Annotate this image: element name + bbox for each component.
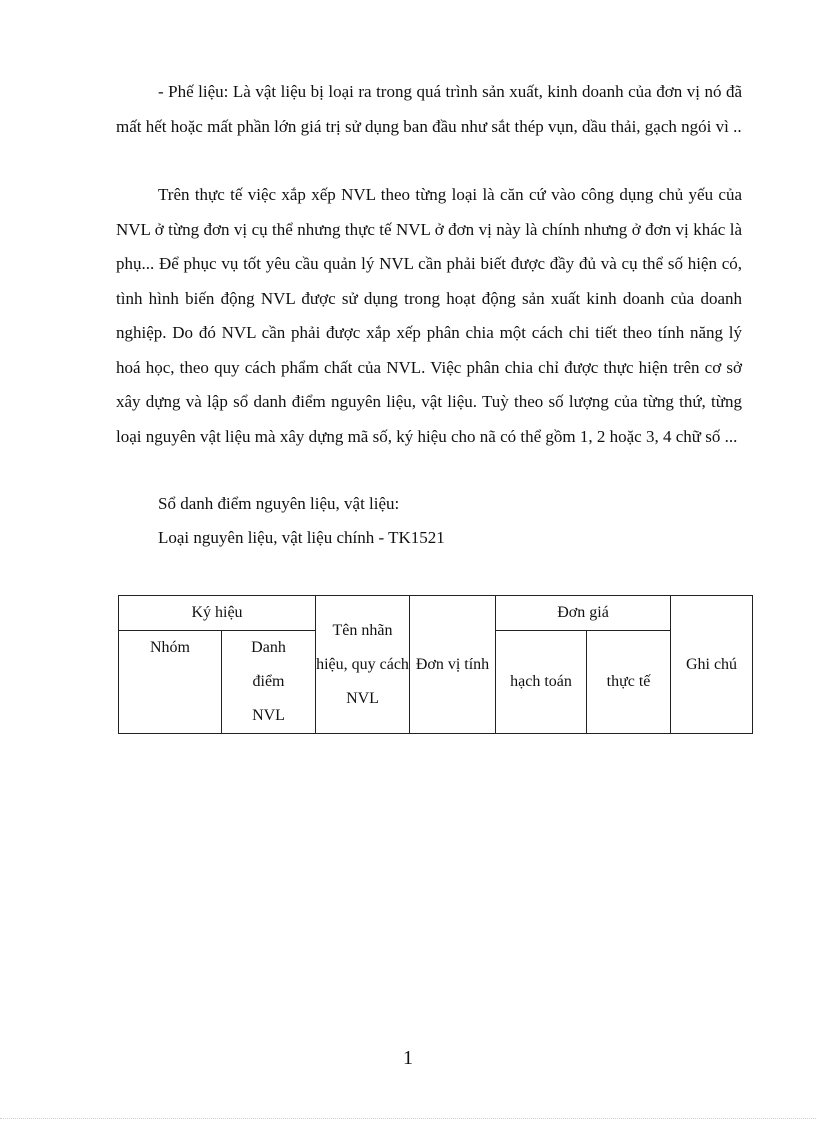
heading-loai-nvl-chinh: Loại nguyên liệu, vật liệu chính - TK1521 [158,528,445,547]
header-thuc-te: thực tế [587,631,671,734]
header-hach-toan: hạch toán [496,631,587,734]
header-don-vi-tinh: Đơn vị tính [410,596,496,734]
paragraph-phe-lieu: - Phế liệu: Là vật liệu bị loại ra trong quá trình sản xuất, kinh doanh của đơn vị nó đã mất hết hoặc mất phần lớn giá trị sử dụng ban đầu như sắt thép vụn, dầu thải, gạch ngói vì .. [116,82,742,136]
header-ghi-chu: Ghi chú [671,596,753,734]
paragraph-sap-xep-nvl: Trên thực tế việc xắp xếp NVL theo từng loại là căn cứ vào công dụng chủ yếu của NVL ở từng đơn vị cụ thể nhưng thực tế NVL ở đơn vị này là chính nhưng ở đơn vị khác là phụ... Để phục vụ tốt yêu cầu quản lý NVL cần phải biết được đầy đủ và cụ thể số hiện có, tình hình biến động NVL được sử dụng trong hoạt động sản xuất kinh doanh của doanh nghiệp. Do đó NVL cần phải được xắp xếp phân chia một cách chi tiết theo tính năng lý hoá học, theo quy cách phẩm chất của NVL. Việc phân chia chỉ được thực hiện trên cơ sở xây dựng và lập sổ danh điểm nguyên liệu, vật liệu. Tuỳ theo số lượng của từng thứ, từng loại nguyên vật liệu mà xây dựng mã số, ký hiệu cho nã có thể gồm 1, 2 hoặc 3, 4 chữ số ... [116,185,742,446]
page-number: 1 [403,1047,413,1069]
page-bottom-divider [0,1118,816,1119]
danh-diem-table [118,595,753,734]
header-ten-nhan-hieu: Tên nhãn hiệu, quy cách NVL [316,596,410,734]
heading-so-danh-diem: Sổ danh điểm nguyên liệu, vật liệu: [158,494,400,513]
header-danh-diem: Danh điểm NVL [222,631,316,734]
header-ky-hieu: Ký hiệu [119,596,316,631]
header-nhom: Nhóm [119,631,222,734]
header-don-gia: Đơn giá [496,596,671,631]
